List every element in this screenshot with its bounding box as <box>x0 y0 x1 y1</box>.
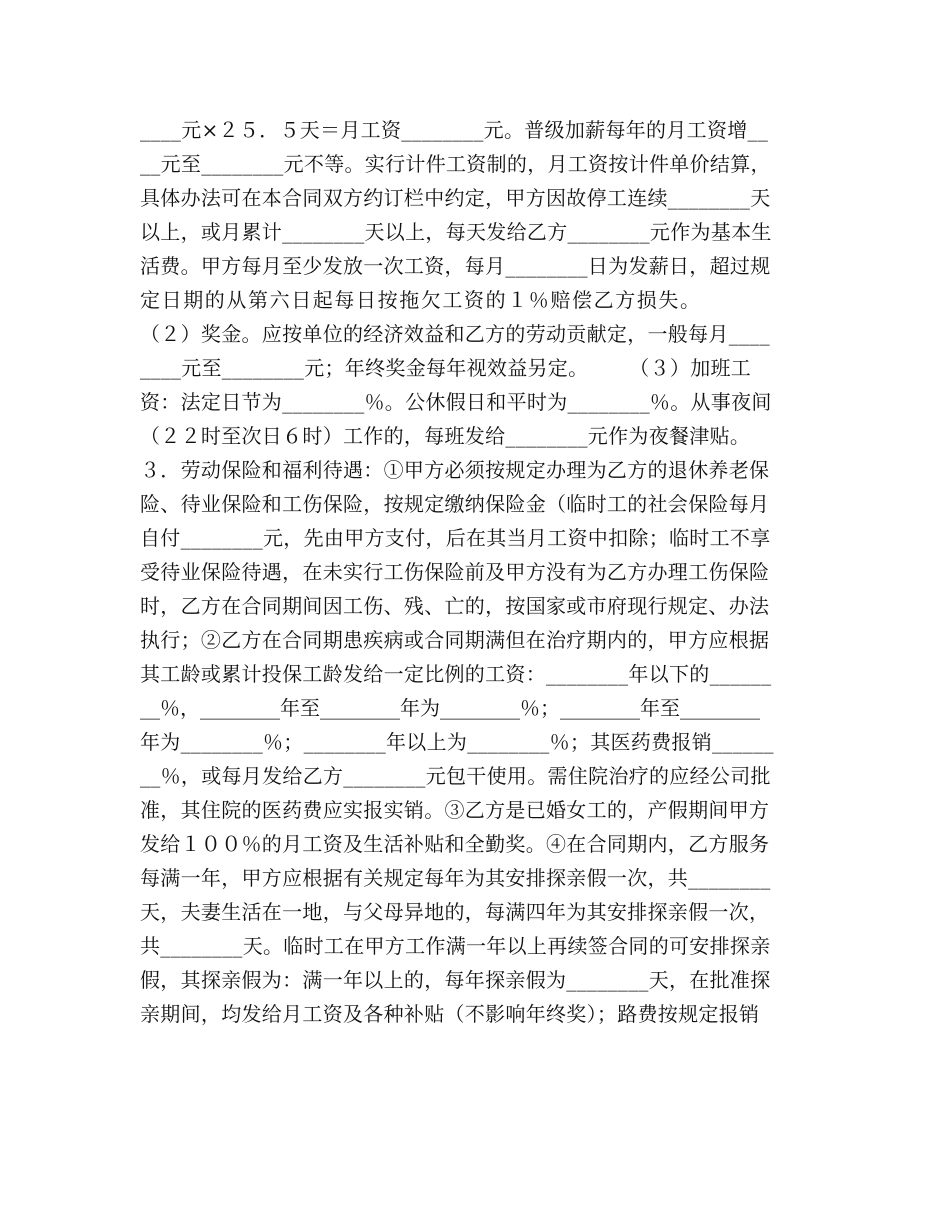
text-line: __％，________年至________年为________％；________年至________ <box>140 696 760 720</box>
text-line: 其工龄或累计投保工龄发给一定比例的工资：________年以下的______ <box>140 662 772 686</box>
text-line: ____元至________元；年终奖金每年视效益另定。 （３）加班工 <box>140 356 752 380</box>
text-line: （２）奖金。应按单位的经济效益和乙方的劳动贡献定，一般每月____ <box>140 322 770 346</box>
text-line: 发给１００％的月工资及生活补贴和全勤奖。④在合同期内，乙方服务 <box>140 832 770 856</box>
text-line: __元至________元不等。实行计件工资制的，月工资按计件单价结算， <box>140 152 771 176</box>
text-line: 活费。甲方每月至少发放一次工资，每月________日为发薪日，超过规 <box>140 254 771 278</box>
text-line: 定日期的从第六日起每日按拖欠工资的１％赔偿乙方损失。 <box>140 288 702 312</box>
text-line: ３．劳动保险和福利待遇：①甲方必须按规定办理为乙方的退休养老保 <box>140 458 770 482</box>
text-line: 年为________％；________年以上为________％；其医药费报销______ <box>140 730 774 754</box>
text-line: 共________天。临时工在甲方工作满一年以上再续签合同的可安排探亲 <box>140 934 771 958</box>
text-line: 险、待业保险和工伤保险，按规定缴纳保险金（临时工的社会保险每月 <box>140 492 770 516</box>
text-line: 天，夫妻生活在一地，与父母异地的，每满四年为其安排探亲假一次， <box>140 900 770 924</box>
text-line: 资：法定日节为________％。公休假日和平时为________％。从事夜间 <box>140 390 772 414</box>
contract-text <box>140 113 820 1031</box>
text-line: 亲期间，均发给月工资及各种补贴（不影响年终奖）；路费按规定报销 <box>140 1002 760 1026</box>
text-line: 每满一年，甲方应根据有关规定每年为其安排探亲假一次，共________ <box>140 866 771 890</box>
text-line: __％，或每月发给乙方________元包干使用。需住院治疗的应经公司批 <box>140 764 771 788</box>
text-line: （２２时至次日６时）工作的，每班发给________元作为夜餐津贴。 <box>140 424 751 448</box>
text-line: 具体办法可在本合同双方约订栏中约定，甲方因故停工连续________天 <box>140 186 771 210</box>
text-line: 假，其探亲假为：满一年以上的，每年探亲假为________天，在批准探 <box>140 968 771 992</box>
text-line: 受待业保险待遇，在未实行工伤保险前及甲方没有为乙方办理工伤保险 <box>140 560 770 584</box>
text-line: 自付________元，先由甲方支付，后在其当月工资中扣除；临时工不享 <box>140 526 771 550</box>
text-line: 执行；②乙方在合同期患疾病或合同期满但在治疗期内的，甲方应根据 <box>140 628 770 652</box>
text-line: 准，其住院的医药费应实报实销。③乙方是已婚女工的，产假期间甲方 <box>140 798 770 822</box>
text-line: ____元×２５．５天＝月工资________元。普级加薪每年的月工资增__ <box>140 118 769 142</box>
text-line: 以上，或月累计________天以上，每天发给乙方________元作为基本生 <box>140 220 772 244</box>
text-line: 时，乙方在合同期间因工伤、残、亡的，按国家或市府现行规定、办法 <box>140 594 770 618</box>
